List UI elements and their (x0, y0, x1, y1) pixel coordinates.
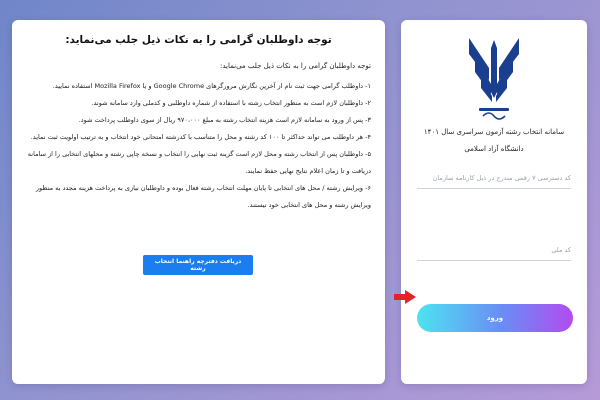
red-pointer-arrow-icon (394, 290, 416, 304)
login-button[interactable]: ورود (417, 304, 573, 332)
notice-item: ۴- هر داوطلب می تواند حداکثر تا ۱۰۰ کد رشته و محل را متناسب با کدرشته امتحانی خود انتخاب و به ترتیب اولویت ثبت نماید. (30, 133, 371, 141)
notice-title: توجه داوطلبان گرامی را به نکات ذیل جلب می‌نماید: (65, 34, 332, 46)
login-title-line-1: سامانه انتخاب رشته آزمون سراسری سال ۱۴۰۱ (423, 128, 565, 136)
notice-item: ۵- داوطلبان پس از انتخاب رشته و محل لازم است گزینه ثبت نهایی را انتخاب و نسخه چاپی رشته و محلهای انتخابی را از سامانه دریافت و تا زمان اعلام نتایج نهایی حفظ نمایند. (27, 150, 371, 175)
notice-item: ۱- داوطلب گرامی جهت ثبت نام از آخرین نگارش مرورگرهای Google Chrome و یا Mozilla Firefox استفاده نمایید. (52, 82, 371, 90)
notice-list (22, 78, 371, 214)
notice-item: ۲- داوطلبان لازم است به منظور انتخاب رشته با استفاده از شماره داوطلبی و کدملی وارد سامانه شوند. (91, 99, 371, 107)
notice-intro: توجه داوطلبان گرامی را به نکات ذیل جلب می‌نماید: (219, 62, 371, 70)
notice-item: ۶- ویرایش رشته / محل های انتخابی تا پایان مهلت انتخاب رشته فعال بوده و داوطلبان نیازی به پرداخت هزینه مجدد به منظور ویرایش رشته و محل های انتخابی خود نیستند. (35, 184, 371, 209)
login-card (401, 20, 587, 384)
login-title-line-2: دانشگاه آزاد اسلامی (464, 145, 524, 153)
azad-university-logo (465, 34, 523, 126)
access-code-input[interactable] (417, 168, 571, 189)
notice-item: ۳- پس از ورود به سامانه لازم است هزینه انتخاب رشته به مبلغ ۹۷۰،۰۰۰ ریال از سوی داوطلب پرداخت شود. (78, 116, 371, 124)
national-id-input[interactable] (417, 240, 571, 261)
notice-card (12, 20, 385, 384)
download-guide-button[interactable]: دریافت دفترچه راهنما انتخاب رشته (143, 255, 253, 275)
login-title (409, 124, 579, 158)
